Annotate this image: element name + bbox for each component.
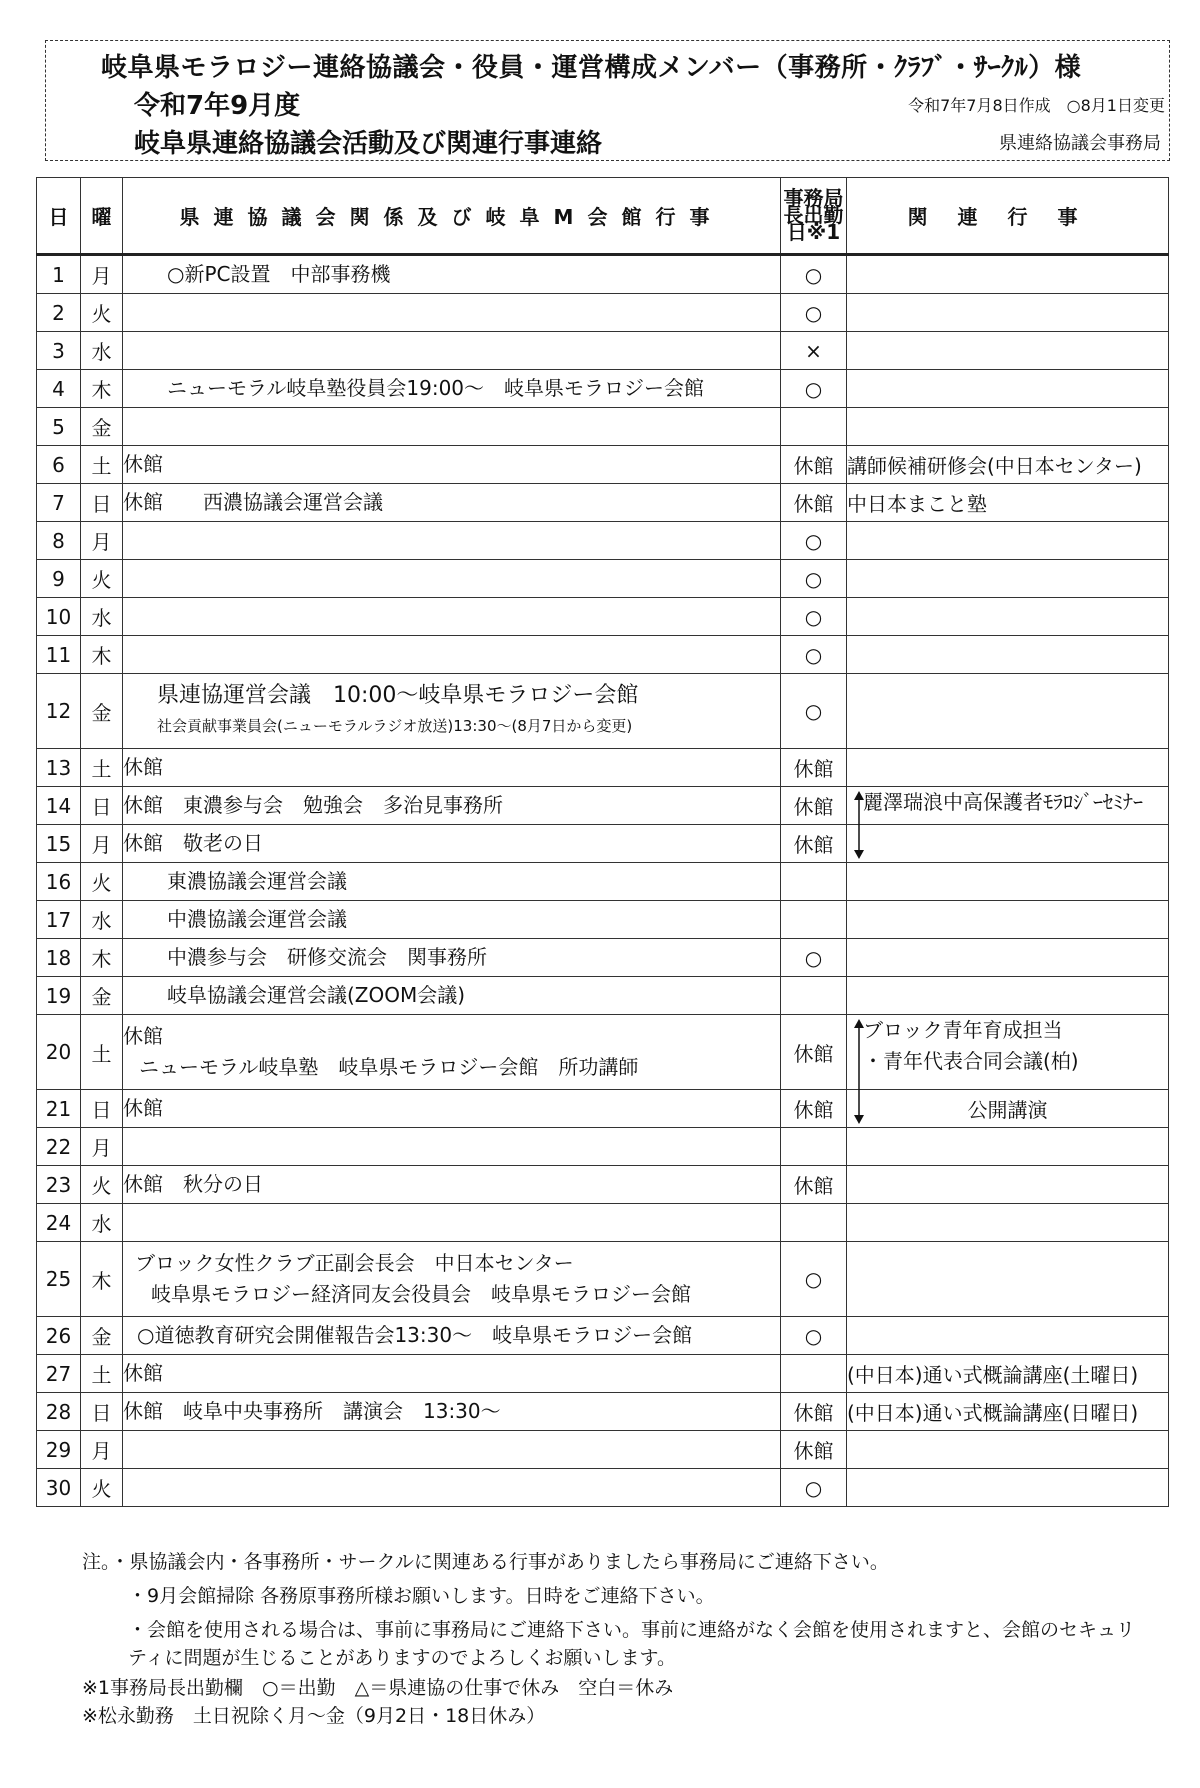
table-row [37, 825, 1169, 863]
weekday-cell: 土 [81, 446, 123, 484]
day-cell: 29 [37, 1431, 81, 1469]
event-text: 東濃協議会運営会議 [167, 869, 347, 893]
table-row [37, 901, 1169, 939]
event-cell [123, 1128, 781, 1166]
event-cell [123, 408, 781, 446]
related-event-cell [847, 1128, 1169, 1166]
event-cell [123, 1393, 781, 1431]
table-row [37, 863, 1169, 901]
table-row [37, 408, 1169, 446]
event-cell [123, 977, 781, 1015]
related-event-cell [847, 522, 1169, 560]
event-cell [123, 674, 781, 749]
day-cell: 1 [37, 255, 81, 294]
weekday-cell: 日 [81, 1393, 123, 1431]
event-cell [123, 1204, 781, 1242]
header-day: 日 [37, 178, 81, 255]
table-row [37, 749, 1169, 787]
table-row [37, 1469, 1169, 1507]
event-text: 休館 [123, 1096, 163, 1120]
related-event-cell [847, 1015, 1169, 1090]
day-cell: 9 [37, 560, 81, 598]
table-header-row [37, 178, 1169, 255]
table-row [37, 446, 1169, 484]
event-text: ○道徳教育研究会開催報告会13:30～ 岐阜県モラロジー会館 [137, 1323, 693, 1347]
related-event-cell [847, 1317, 1169, 1355]
event-text: ブロック女性クラブ正副会長会 中日本センター [135, 1251, 574, 1275]
related-event-cell [847, 1166, 1169, 1204]
attendance-cell: 休館 [781, 1015, 847, 1090]
event-cell [123, 1355, 781, 1393]
attendance-cell: 休館 [781, 1090, 847, 1128]
weekday-cell: 火 [81, 863, 123, 901]
related-event-cell [847, 863, 1169, 901]
event-text: 休館 [123, 1024, 163, 1048]
day-cell: 5 [37, 408, 81, 446]
attendance-cell: ○ [781, 636, 847, 674]
related-event-cell [847, 370, 1169, 408]
related-event-cell [847, 749, 1169, 787]
table-row [37, 1393, 1169, 1431]
event-text: ニューモラル岐阜塾 岐阜県モラロジー会館 所功講師 [139, 1055, 639, 1079]
header-events: 県連協議会関係及び岐阜M会館行事 [123, 178, 781, 255]
event-cell [123, 522, 781, 560]
event-text: 休館 [123, 452, 163, 476]
event-cell [123, 636, 781, 674]
attendance-cell: 休館 [781, 1431, 847, 1469]
day-cell: 18 [37, 939, 81, 977]
weekday-cell: 土 [81, 1015, 123, 1090]
weekday-cell: 月 [81, 1431, 123, 1469]
table-row [37, 255, 1169, 294]
event-cell [123, 787, 781, 825]
day-cell: 13 [37, 749, 81, 787]
attendance-cell: 休館 [781, 787, 847, 825]
event-text: 県連協運営会議 10:00～岐阜県モラロジー会館 [157, 683, 639, 708]
event-text: 休館 西濃協議会運営会議 [123, 490, 383, 514]
related-event-cell: 講師候補研修会(中日本センター) [847, 446, 1169, 484]
weekday-cell: 金 [81, 977, 123, 1015]
day-cell: 7 [37, 484, 81, 522]
table-row [37, 1355, 1169, 1393]
related-event-cell [847, 598, 1169, 636]
weekday-cell: 木 [81, 939, 123, 977]
event-text: 休館 岐阜中央事務所 講演会 13:30～ [123, 1399, 501, 1423]
related-event-cell [847, 674, 1169, 749]
note-2: ・9月会館掃除 各務原事務所様お願いします。日時をご連絡下さい。 [128, 1585, 715, 1607]
day-cell: 14 [37, 787, 81, 825]
related-event-text: 麗澤瑞浪中高保護者ﾓﾗﾛｼﾞｰｾﾐﾅｰ [863, 790, 1143, 814]
event-text: 中濃参与会 研修交流会 関事務所 [167, 945, 487, 969]
related-event-cell [847, 1469, 1169, 1507]
day-cell: 8 [37, 522, 81, 560]
related-event-cell: (中日本)通い式概論講座(日曜日) [847, 1393, 1169, 1431]
attendance-cell: ○ [781, 522, 847, 560]
event-text: 休館 敬老の日 [123, 831, 263, 855]
event-cell [123, 749, 781, 787]
weekday-cell: 木 [81, 636, 123, 674]
header-weekday: 曜 [81, 178, 123, 255]
attendance-cell: ○ [781, 1469, 847, 1507]
notes-section [82, 1548, 1162, 1730]
table-row [37, 1317, 1169, 1355]
table-row [37, 1090, 1169, 1128]
table-row [37, 294, 1169, 332]
attendance-cell: × [781, 332, 847, 370]
event-cell [123, 1431, 781, 1469]
event-text: 休館 [123, 755, 163, 779]
attendance-cell: ○ [781, 674, 847, 749]
note-4: ※1事務局長出勤欄 ○＝出勤 △＝県連協の仕事で休み 空白＝休み [82, 1677, 674, 1699]
table-row [37, 636, 1169, 674]
table-row [37, 522, 1169, 560]
day-cell: 3 [37, 332, 81, 370]
day-cell: 21 [37, 1090, 81, 1128]
attendance-cell: ○ [781, 255, 847, 294]
document-subtitle: 岐阜県連絡協議会活動及び関連行事連絡 [134, 129, 603, 159]
event-text: 休館 秋分の日 [123, 1172, 263, 1196]
attendance-cell [781, 863, 847, 901]
table-row [37, 1204, 1169, 1242]
related-event-cell [847, 332, 1169, 370]
day-cell: 10 [37, 598, 81, 636]
related-event-cell [847, 1242, 1169, 1317]
document-header [45, 40, 1170, 161]
double-arrow-icon [853, 791, 865, 859]
table-row [37, 560, 1169, 598]
weekday-cell: 土 [81, 1355, 123, 1393]
weekday-cell: 日 [81, 1090, 123, 1128]
weekday-cell: 火 [81, 1469, 123, 1507]
attendance-cell: ○ [781, 598, 847, 636]
weekday-cell: 水 [81, 332, 123, 370]
event-text: 中濃協議会運営会議 [167, 907, 347, 931]
event-cell [123, 1090, 781, 1128]
schedule-table [36, 177, 1169, 1507]
weekday-cell: 水 [81, 901, 123, 939]
note-3: ・会館を使用される場合は、事前に事務局にご連絡下さい。事前に連絡がなく会館を使用されますと、会館のセキュリティに問題が生じることがありますのでよろしくお願いします。 [128, 1619, 1136, 1669]
day-cell: 11 [37, 636, 81, 674]
event-text: 岐阜県モラロジー経済同友会役員会 岐阜県モラロジー会館 [151, 1282, 691, 1306]
event-cell [123, 1469, 781, 1507]
event-cell [123, 598, 781, 636]
weekday-cell: 火 [81, 1166, 123, 1204]
related-event-cell [847, 901, 1169, 939]
table-row [37, 1015, 1169, 1090]
day-cell: 30 [37, 1469, 81, 1507]
table-row [37, 1431, 1169, 1469]
day-cell: 19 [37, 977, 81, 1015]
day-cell: 6 [37, 446, 81, 484]
related-event-cell [847, 977, 1169, 1015]
note-5: ※松永勤務 土日祝除く月～金（9月2日・18日休み） [82, 1705, 546, 1727]
event-cell [123, 294, 781, 332]
attendance-cell [781, 901, 847, 939]
related-event-cell: (中日本)通い式概論講座(土曜日) [847, 1355, 1169, 1393]
header-related: 関連行事 [847, 178, 1169, 255]
event-cell [123, 939, 781, 977]
created-date: 令和7年7月8日作成 ○8月1日変更 [908, 96, 1165, 115]
weekday-cell: 日 [81, 484, 123, 522]
weekday-cell: 月 [81, 1128, 123, 1166]
day-cell: 4 [37, 370, 81, 408]
related-event-cell [847, 294, 1169, 332]
table-row [37, 674, 1169, 749]
event-text: 社会貢献事業員会(ニューモラルラジオ放送)13:30～(8月7日から変更) [157, 717, 633, 735]
day-cell: 17 [37, 901, 81, 939]
attendance-cell [781, 977, 847, 1015]
weekday-cell: 木 [81, 370, 123, 408]
attendance-cell: ○ [781, 370, 847, 408]
day-cell: 27 [37, 1355, 81, 1393]
table-row [37, 787, 1169, 825]
attendance-cell: ○ [781, 1317, 847, 1355]
related-event-wrap [847, 787, 1168, 824]
attendance-cell: 休館 [781, 749, 847, 787]
event-text: 岐阜協議会運営会議(ZOOM会議) [167, 983, 466, 1007]
event-cell [123, 1015, 781, 1090]
table-row [37, 1166, 1169, 1204]
attendance-cell: ○ [781, 294, 847, 332]
day-cell: 15 [37, 825, 81, 863]
day-cell: 24 [37, 1204, 81, 1242]
event-text: 休館 東濃参与会 勉強会 多治見事務所 [123, 793, 503, 817]
attendance-cell [781, 1204, 847, 1242]
related-event-cell: 中日本まこと塾 [847, 484, 1169, 522]
event-cell [123, 901, 781, 939]
attendance-cell: 休館 [781, 484, 847, 522]
weekday-cell: 月 [81, 522, 123, 560]
attendance-cell: ○ [781, 939, 847, 977]
day-cell: 22 [37, 1128, 81, 1166]
attendance-cell [781, 1355, 847, 1393]
event-cell [123, 484, 781, 522]
table-row [37, 1242, 1169, 1317]
event-cell [123, 1166, 781, 1204]
schedule-body [37, 255, 1169, 1507]
attendance-cell: 休館 [781, 1166, 847, 1204]
weekday-cell: 金 [81, 674, 123, 749]
weekday-cell: 木 [81, 1242, 123, 1317]
related-event-text: ブロック青年育成担当 [863, 1018, 1063, 1042]
note-1: 注。・県協議会内・各事務所・サークルに関連ある行事がありましたら事務局にご連絡下さい。 [82, 1551, 889, 1573]
table-row [37, 977, 1169, 1015]
event-cell [123, 863, 781, 901]
related-event-cell [847, 560, 1169, 598]
event-cell [123, 1317, 781, 1355]
related-event-cell [847, 1431, 1169, 1469]
event-text: ○新PC設置 中部事務機 [167, 262, 391, 286]
day-cell: 25 [37, 1242, 81, 1317]
related-event-cell [847, 636, 1169, 674]
weekday-cell: 水 [81, 598, 123, 636]
weekday-cell: 火 [81, 294, 123, 332]
event-cell [123, 332, 781, 370]
day-cell: 16 [37, 863, 81, 901]
weekday-cell: 火 [81, 560, 123, 598]
table-row [37, 939, 1169, 977]
day-cell: 26 [37, 1317, 81, 1355]
event-text: 休館 [123, 1361, 163, 1385]
weekday-cell: 金 [81, 1317, 123, 1355]
office-name: 県連絡協議会事務局 [999, 133, 1161, 154]
table-row [37, 370, 1169, 408]
related-event-cell [847, 787, 1169, 825]
day-cell: 12 [37, 674, 81, 749]
document-title: 岐阜県モラロジー連絡協議会・役員・運営構成メンバー（事務所・ｸﾗﾌﾞ・ｻｰｸﾙ）様 [101, 53, 1082, 83]
attendance-cell: 休館 [781, 446, 847, 484]
table-row [37, 598, 1169, 636]
event-cell [123, 1242, 781, 1317]
event-text: ニューモラル岐阜塾役員会19:00～ 岐阜県モラロジー会館 [167, 376, 705, 400]
attendance-cell: 休館 [781, 825, 847, 863]
table-row [37, 332, 1169, 370]
weekday-cell: 金 [81, 408, 123, 446]
related-event-cell [847, 408, 1169, 446]
related-event-wrap [847, 1015, 1168, 1089]
event-cell [123, 446, 781, 484]
day-cell: 23 [37, 1166, 81, 1204]
weekday-cell: 土 [81, 749, 123, 787]
day-cell: 2 [37, 294, 81, 332]
attendance-cell [781, 1128, 847, 1166]
day-cell: 28 [37, 1393, 81, 1431]
table-row [37, 484, 1169, 522]
table-row [37, 1128, 1169, 1166]
event-cell [123, 825, 781, 863]
attendance-cell: 休館 [781, 1393, 847, 1431]
attendance-cell [781, 408, 847, 446]
event-cell [123, 370, 781, 408]
related-event-cell [847, 1204, 1169, 1242]
weekday-cell: 水 [81, 1204, 123, 1242]
event-cell [123, 560, 781, 598]
attendance-cell: ○ [781, 1242, 847, 1317]
month-label: 令和7年9月度 [134, 91, 301, 121]
related-event-cell [847, 939, 1169, 977]
header-attendance: 事務局長出勤日※1 [781, 178, 847, 255]
related-event-cell [847, 825, 1169, 863]
event-cell [123, 255, 781, 294]
double-arrow-icon [853, 1019, 865, 1124]
weekday-cell: 日 [81, 787, 123, 825]
related-event-cell [847, 255, 1169, 294]
attendance-cell: ○ [781, 560, 847, 598]
weekday-cell: 月 [81, 825, 123, 863]
related-event-text: ・青年代表合同会議(柏) [863, 1049, 1079, 1073]
related-event-cell: 公開講演 [847, 1090, 1169, 1128]
weekday-cell: 月 [81, 255, 123, 294]
day-cell: 20 [37, 1015, 81, 1090]
